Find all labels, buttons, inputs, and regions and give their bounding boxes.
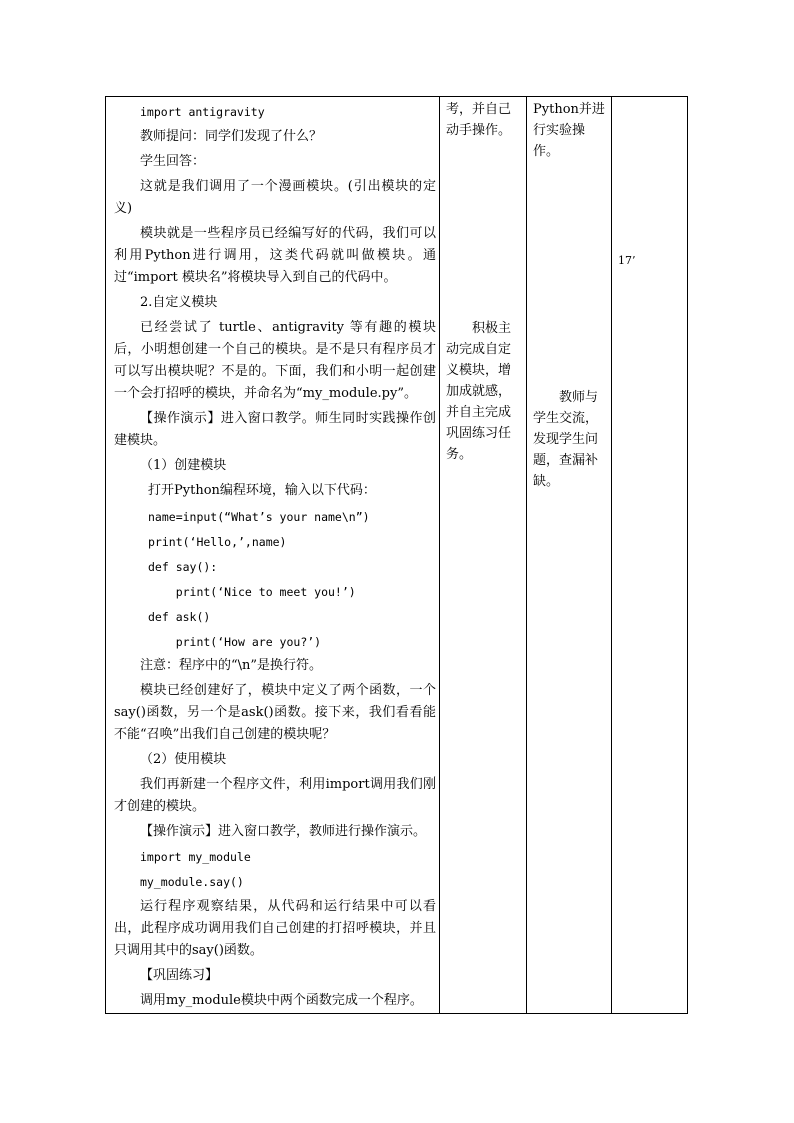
code-line: print(‘Hello,’,name) bbox=[148, 535, 287, 549]
paragraph: 这就是我们调用了一个漫画模块。(引出模块的定义) bbox=[114, 179, 436, 216]
paragraph: 模块已经创建好了，模块中定义了两个函数，一个say()函数，另一个是ask()函数。接下来，我们看看能不能“召唤”出我们自己创建的模块呢？ bbox=[114, 683, 436, 742]
paragraph: 【操作演示】进入窗口教学，教师进行操作演示。 bbox=[140, 824, 427, 839]
student-activity-main: 积极主动完成自定义模块，增加成就感，并自主完成巩固练习任务。 bbox=[446, 321, 512, 462]
column-divider bbox=[611, 97, 612, 1013]
paragraph: 模块就是一些程序员已经编写好的代码，我们可以利用Python进行调用，这类代码就叫做模块。通过“import 模块名”将模块导入到自己的代码中。 bbox=[114, 226, 436, 285]
paragraph: 调用my_module模块中两个函数完成一个程序。 bbox=[140, 993, 423, 1008]
column-divider bbox=[439, 97, 440, 1013]
paragraph: 【操作演示】进入窗口教学。师生同时实践操作创建模块。 bbox=[114, 411, 436, 448]
section-heading: 2.自定义模块 bbox=[140, 295, 218, 310]
code-line: import my_module bbox=[140, 850, 251, 864]
teaching-process-column bbox=[114, 101, 436, 1015]
exercise-heading: 【巩固练习】 bbox=[140, 968, 219, 983]
subsection-heading: （1）创建模块 bbox=[140, 458, 227, 473]
code-line: def say(): bbox=[148, 560, 218, 574]
note: 注意：程序中的“\n”是换行符。 bbox=[140, 658, 323, 673]
paragraph: 教师提问：同学们发现了什么？ bbox=[140, 129, 323, 144]
design-intent-top: Python并进行实验操作。 bbox=[533, 102, 605, 159]
column-divider bbox=[526, 97, 527, 1013]
code-line: print(‘Nice to meet you!’) bbox=[148, 585, 356, 599]
design-intent-main: 教师与学生交流，发现学生问题，查漏补缺。 bbox=[533, 390, 599, 489]
code-line: print(‘How are you?’) bbox=[148, 635, 322, 649]
subsection-heading: （2）使用模块 bbox=[140, 752, 227, 767]
student-activity-top: 考，并自己动手操作。 bbox=[446, 102, 512, 138]
lesson-table bbox=[105, 96, 688, 1014]
time-allocation: 17’ bbox=[618, 254, 636, 267]
code-line: import antigravity bbox=[140, 105, 265, 119]
paragraph: 运行程序观察结果，从代码和运行结果中可以看出，此程序成功调用我们自己创建的打招呼模块，并且只调用其中的say()函数。 bbox=[114, 899, 436, 958]
paragraph: 学生回答： bbox=[140, 154, 206, 169]
code-line: def ask() bbox=[148, 610, 211, 624]
code-line: my_module.say() bbox=[140, 875, 244, 889]
paragraph: 我们再新建一个程序文件，利用import调用我们刚才创建的模块。 bbox=[114, 777, 436, 814]
paragraph: 打开Python编程环境，输入以下代码： bbox=[148, 483, 376, 498]
code-line: name=input(“What’s your name\n”) bbox=[148, 510, 370, 524]
paragraph: 已经尝试了 turtle、antigravity 等有趣的模块后，小明想创建一个自己的模块。是不是只有程序员才可以写出模块呢？不是的。下面，我们和小明一起创建一个会打招呼的模块，并命名为“my_module.py”。 bbox=[114, 320, 436, 401]
